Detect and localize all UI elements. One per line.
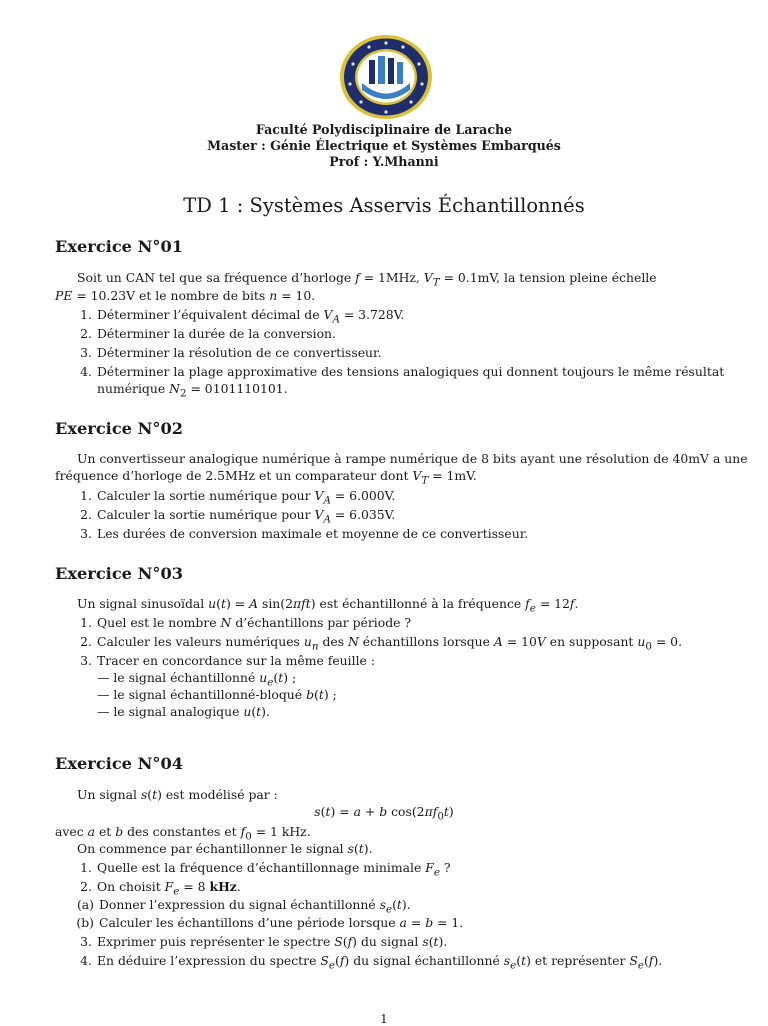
exercise-2-item-1: 1. Calculer la sortie numérique pour $V_A = 6.000V$. <box>80 488 396 507</box>
exercise-2-item-3: 3. Les durées de conversion maximale et moyenne de ce convertisseur. <box>80 526 529 541</box>
exercise-4-constants: avec a et b des constantes et $f_0 = 1$ kHz. <box>55 824 311 843</box>
exercise-4-item-1: 1. Quelle est la fréquence d’échantillonnage minimale $F_e$ ? <box>80 860 451 879</box>
exercise-1-intro-line2: PE = 10.23V et le nombre de bits n = 10. <box>55 288 316 303</box>
exercise-4-item-3: 3. Exprimer puis représenter le spectre S(f) du signal s(t). <box>80 934 448 949</box>
university-logo <box>339 34 433 120</box>
exercise-4-equation: s(t) = a + b $\cos(2\pi f_0t)$ <box>314 804 454 823</box>
exercise-4-sampling: On commence par échantillonner le signal s(t). <box>77 841 373 856</box>
exercise-2-intro-line2: fréquence d’horloge de 2.5MHz et un comparateur dont $V_T = 1mV$. <box>55 468 477 487</box>
exercise-4-subitem-b: (b) Calculer les échantillons d’une période lorsque a = b = 1. <box>76 915 464 930</box>
document-title: TD 1 : Systèmes Asservis Échantillonnés <box>183 194 585 217</box>
exercise-3-heading: Exercice N°03 <box>55 564 184 583</box>
exercise-2-intro-line1: Un convertisseur analogique numérique à rampe numérique de 8 bits ayant une résolution de 40mV a une <box>77 451 748 466</box>
faculty-name: Faculté Polydisciplinaire de Larache <box>255 122 513 137</box>
exercise-2-item-2: 2. Calculer la sortie numérique pour $V_A = 6.035V$. <box>80 507 396 526</box>
exercise-1-heading: Exercice N°01 <box>55 237 184 256</box>
exercise-1-item-1: 1. Déterminer l’équivalent décimal de $V_A = 3.728V$. <box>80 307 405 326</box>
page-number: 1 <box>380 1011 388 1026</box>
exercise-1-item-4: 4. Déterminer la plage approximative des tensions analogiques qui donnent toujours le même résultat <box>80 364 725 379</box>
exercise-1-item-2: 2. Déterminer la durée de la conversion. <box>80 326 336 341</box>
exercise-4-heading: Exercice N°04 <box>55 754 184 773</box>
exercise-3-intro: Un signal sinusoïdal u(t) = A sin(2πft) est échantillonné à la fréquence $f_e = 12f$. <box>77 596 579 615</box>
exercise-3-dash-3: — le signal analogique u(t). <box>97 704 270 719</box>
exercise-3-item-2: 2. Calculer les valeurs numériques $u_n$ des N échantillons lorsque A = 10V en supposant $u_0 = 0$. <box>80 634 683 653</box>
exercise-3-item-1: 1. Quel est le nombre N d’échantillons par période ? <box>80 615 412 630</box>
professor-name: Prof : Y.Mhanni <box>329 154 439 169</box>
exercise-3-dash-1: — le signal échantillonné $u_e(t)$ ; <box>97 670 297 689</box>
exercise-3-item-3: 3. Tracer en concordance sur la même feuille : <box>80 653 375 668</box>
exercise-1-item-3: 3. Déterminer la résolution de ce convertisseur. <box>80 345 382 360</box>
exercise-4-subitem-a: (a) Donner l’expression du signal échantillonné $s_e(t)$. <box>76 897 411 916</box>
exercise-3-dash-2: — le signal échantillonné-bloqué b(t) ; <box>97 687 337 702</box>
exercise-4-item-2: 2. On choisit $F_e = 8$ kHz. <box>80 879 241 898</box>
exercise-4-intro: Un signal s(t) est modélisé par : <box>77 787 278 802</box>
exercise-1-item-4-cont: numérique $N_2 = 0101110101$. <box>97 381 288 400</box>
master-program: Master : Génie Électrique et Systèmes Embarqués <box>207 138 561 153</box>
exercise-1-intro-line1: Soit un CAN tel que sa fréquence d’horloge f = 1MHz, $V_T = 0.1mV$, la tension pleine échelle <box>77 270 657 289</box>
exercise-2-heading: Exercice N°02 <box>55 419 184 438</box>
exercise-4-item-4: 4. En déduire l’expression du spectre $S_e(f)$ du signal échantillonné $s_e(t)$ et représenter $S_e(f)$. <box>80 953 663 972</box>
